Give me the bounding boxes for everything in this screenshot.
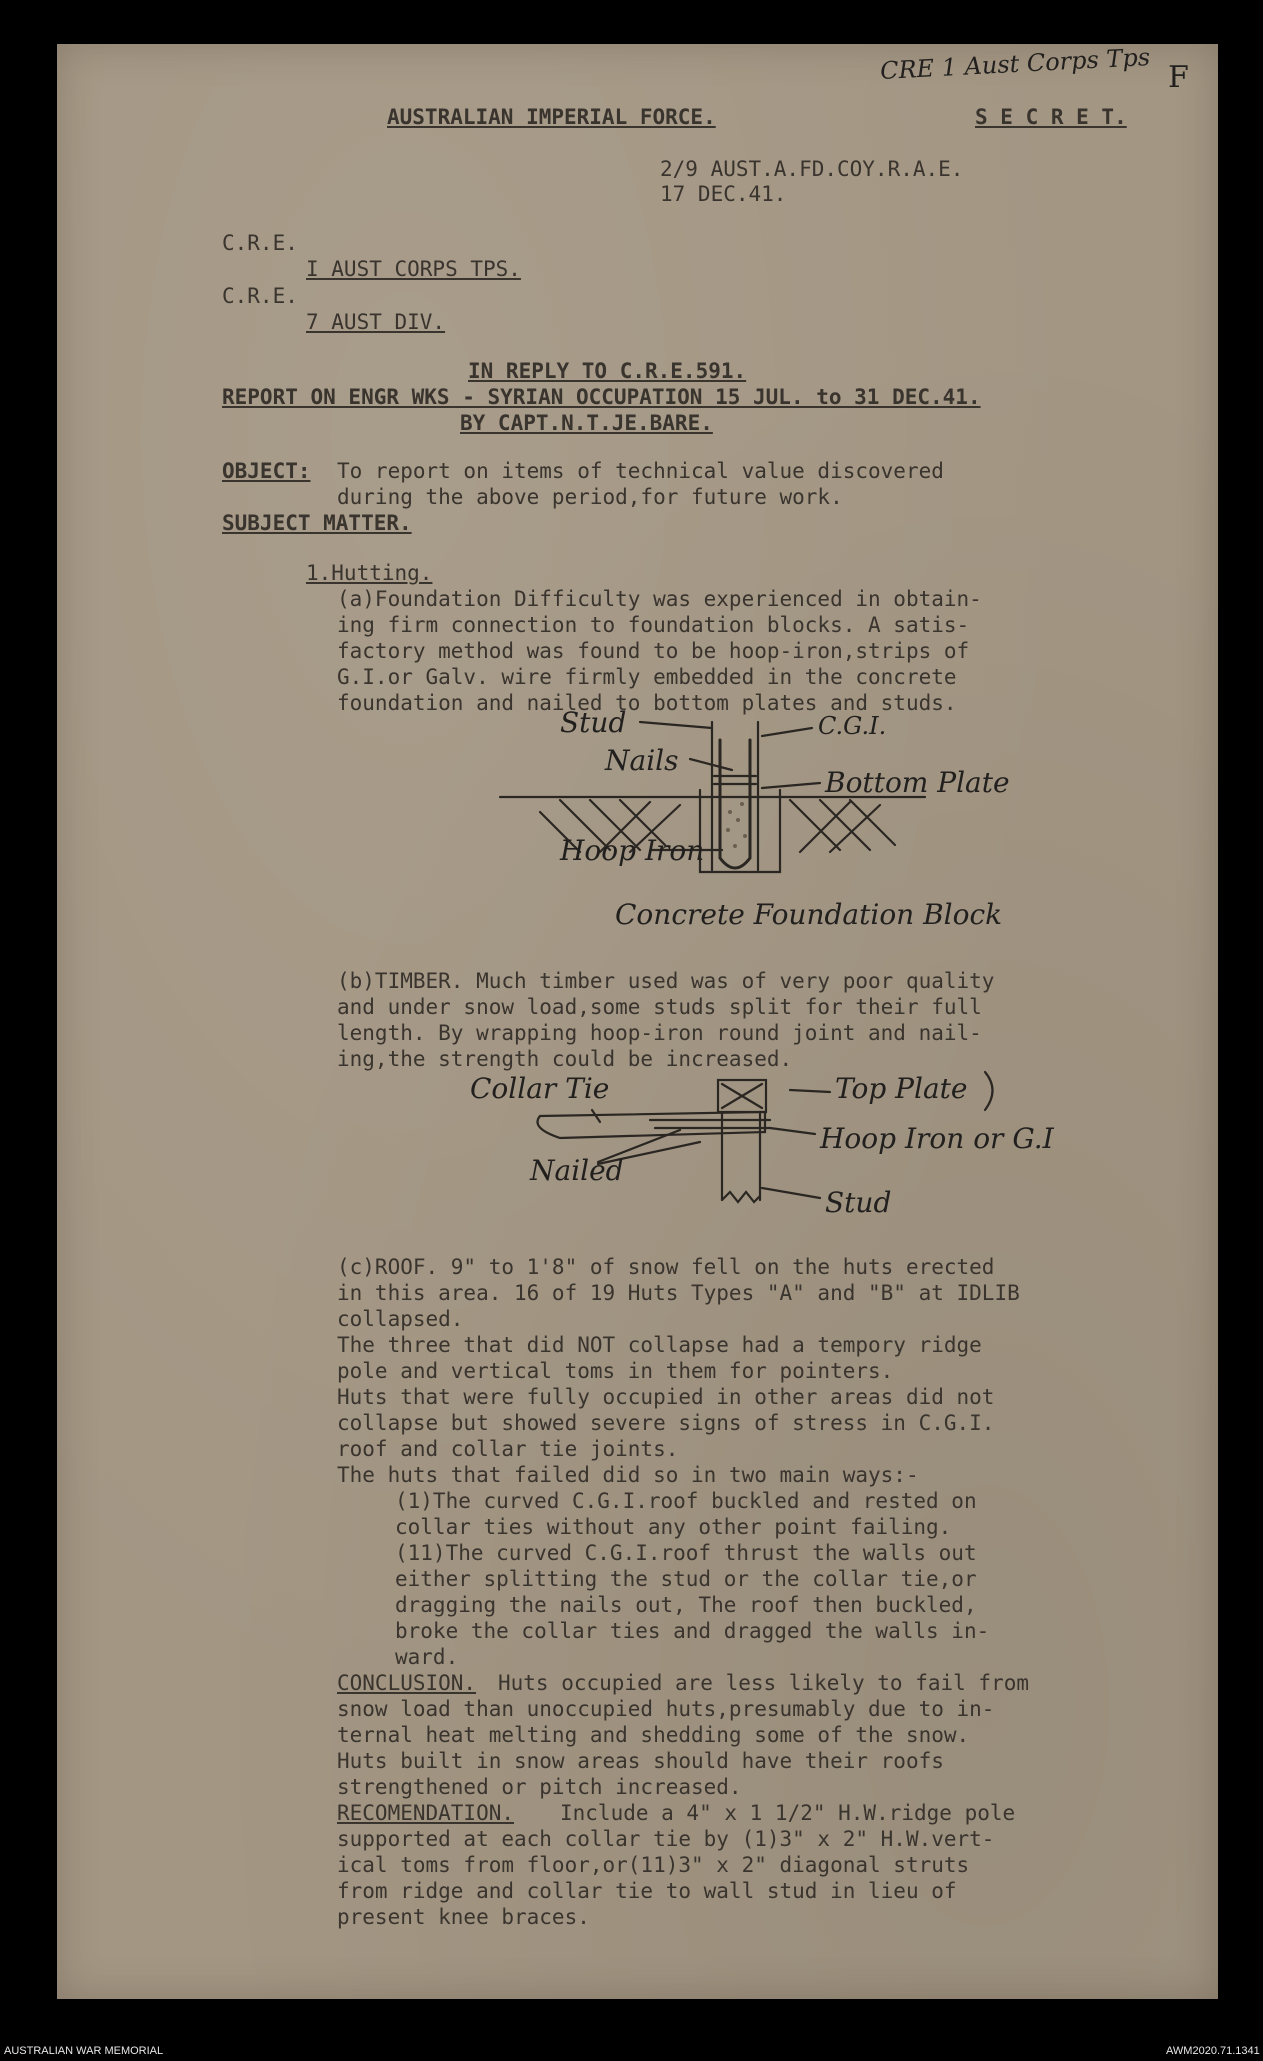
recommendation-line: ical toms from floor,or(11)3" x 2" diagonal struts: [337, 1853, 970, 1877]
header-title: AUSTRALIAN IMPERIAL FORCE.: [387, 105, 716, 129]
failure-mode-line: broke the collar ties and dragged the walls in-: [395, 1619, 990, 1643]
para-c-line: collapse but showed severe signs of stress in C.G.I.: [337, 1411, 995, 1435]
para-b-line: ing,the strength could be increased.: [337, 1047, 793, 1071]
sketch1-label-bottom-plate: Bottom Plate: [825, 766, 1010, 799]
sketch1-label-hoop-iron: Hoop Iron: [560, 834, 705, 867]
recommendation-line: from ridge and collar tie to wall stud in lieu of: [337, 1879, 957, 1903]
failure-mode-line: (11)The curved C.G.I.roof thrust the walls out: [395, 1541, 977, 1565]
sketch2-label-hoop-iron: Hoop Iron or G.I: [820, 1122, 1054, 1155]
para-c-line: roof and collar tie joints.: [337, 1437, 679, 1461]
failure-mode-line: collar ties without any other point failing.: [395, 1515, 952, 1539]
sketch2-label-collar-tie: Collar Tie: [470, 1072, 610, 1105]
failure-mode-line: dragging the nails out, The roof then buckled,: [395, 1593, 977, 1617]
report-title: REPORT ON ENGR WKS - SYRIAN OCCUPATION 15 JUL. to 31 DEC.41.: [222, 385, 981, 409]
conclusion-label: CONCLUSION.: [337, 1671, 477, 1695]
para-b-line: (b)TIMBER. Much timber used was of very poor quality: [337, 969, 995, 993]
failure-mode-line: either splitting the stud or the collar tie,or: [395, 1567, 977, 1591]
sketch1-label-stud: Stud: [560, 706, 627, 739]
conclusion-line: ternal heat melting and shedding some of the snow.: [337, 1723, 970, 1747]
para-b-line: length. By wrapping hoop-iron round joint and nail-: [337, 1021, 982, 1045]
para-c-line: in this area. 16 of 19 Huts Types "A" and "B" at IDLIB: [337, 1281, 1020, 1305]
para-c-line: collapsed.: [337, 1307, 464, 1331]
para-c-line: pole and vertical toms in them for pointers.: [337, 1359, 894, 1383]
conclusion-line: Huts occupied are less likely to fail from: [498, 1671, 1030, 1695]
addressee-1-unit: I AUST CORPS TPS.: [306, 257, 521, 281]
failure-mode-line: (1)The curved C.G.I.roof buckled and rested on: [395, 1489, 977, 1513]
section-heading: 1.Hutting.: [306, 561, 433, 585]
footer-reference: AWM2020.71.1341: [1166, 2045, 1260, 2057]
object-line-2: during the above period,for future work.: [337, 485, 843, 509]
object-line-1: To report on items of technical value discovered: [337, 459, 944, 483]
para-c-line: (c)ROOF. 9" to 1'8" of snow fell on the huts erected: [337, 1255, 995, 1279]
recommendation-line: present knee braces.: [337, 1905, 590, 1929]
object-label: OBJECT:: [222, 459, 311, 483]
conclusion-line: strengthened or pitch increased.: [337, 1775, 742, 1799]
addressee-1-title: C.R.E.: [222, 231, 298, 255]
para-c-line: Huts that were fully occupied in other areas did not: [337, 1385, 995, 1409]
report-author: BY CAPT.N.T.JE.BARE.: [460, 411, 713, 435]
date-line: 17 DEC.41.: [660, 182, 787, 206]
reply-reference: IN REPLY TO C.R.E.591.: [468, 359, 747, 383]
para-b-line: and under snow load,some studs split for their full: [337, 995, 982, 1019]
failure-mode-line: ward.: [395, 1645, 459, 1669]
conclusion-line: Huts built in snow areas should have their roofs: [337, 1749, 944, 1773]
unit-line: 2/9 AUST.A.FD.COY.R.A.E.: [660, 157, 964, 181]
recommendation-line: supported at each collar tie by (1)3" x 2" H.W.vert-: [337, 1827, 995, 1851]
subject-matter-heading: SUBJECT MATTER.: [222, 511, 412, 535]
para-a-line: factory method was found to be hoop-iron,strips of: [337, 639, 970, 663]
sketch2-label-top-plate: Top Plate: [835, 1072, 968, 1105]
para-a-line: (a)Foundation Difficulty was experienced in obtain-: [337, 587, 982, 611]
footer-institution: AUSTRALIAN WAR MEMORIAL: [4, 2045, 164, 2057]
conclusion-line: snow load than unoccupied huts,presumably due to in-: [337, 1697, 995, 1721]
sketch1-label-nails: Nails: [605, 744, 679, 777]
addressee-2-unit: 7 AUST DIV.: [306, 310, 446, 334]
para-a-line: ing firm connection to foundation blocks. A satis-: [337, 613, 970, 637]
para-a-line: foundation and nailed to bottom plates and studs.: [337, 691, 957, 715]
addressee-2-title: C.R.E.: [222, 284, 298, 308]
para-a-line: G.I.or Galv. wire firmly embedded in the concrete: [337, 665, 957, 689]
sketch1-label-cgi: C.G.I.: [818, 712, 887, 740]
corner-mark: F: [1168, 60, 1189, 95]
sketch1-label-block: Concrete Foundation Block: [615, 898, 1003, 931]
sketch2-label-nailed: Nailed: [530, 1154, 624, 1187]
recommendation-line: Include a 4" x 1 1/2" H.W.ridge pole: [560, 1801, 1016, 1825]
handwritten-annotation: CRE 1 Aust Corps Tps: [879, 42, 1151, 86]
para-c-line: The three that did NOT collapse had a tempory ridge: [337, 1333, 982, 1357]
sketch2-label-stud: Stud: [825, 1186, 892, 1219]
recommendation-label: RECOMENDATION.: [337, 1801, 515, 1825]
para-c-line: The huts that failed did so in two main ways:-: [337, 1463, 919, 1487]
security-classification: S E C R E T.: [975, 105, 1127, 129]
